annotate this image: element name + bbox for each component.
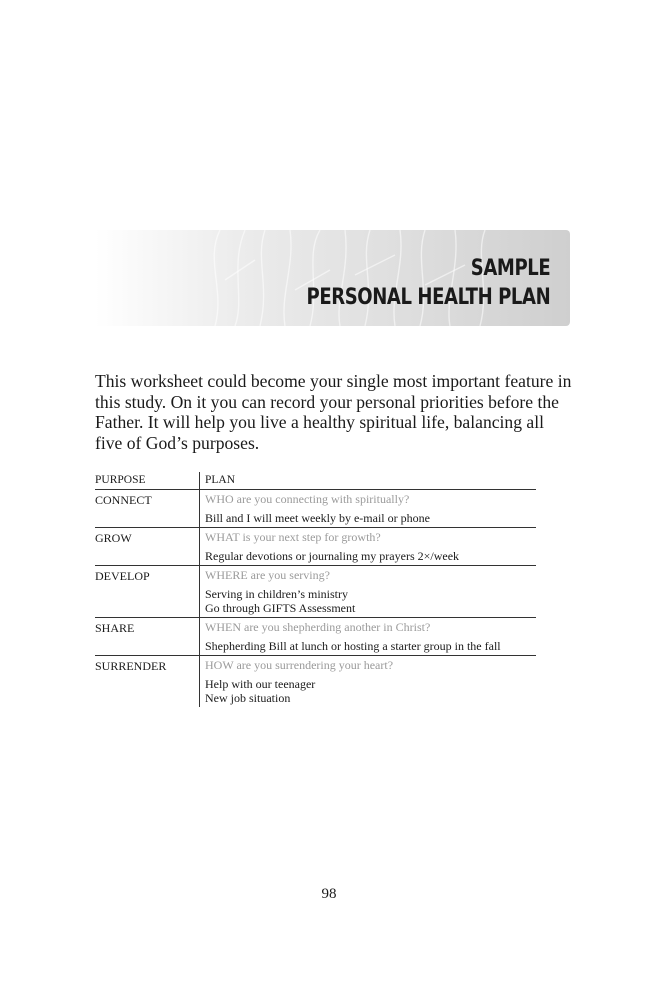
purpose-cell: CONNECT (95, 493, 152, 507)
plan-answer: Go through GIFTS Assessment (205, 601, 356, 615)
page-number: 98 (321, 886, 337, 902)
table-row (95, 528, 536, 566)
table-row (95, 490, 536, 528)
plan-question: HOW are you surrendering your heart? (205, 658, 394, 672)
header-purpose: PURPOSE (95, 474, 146, 486)
plan-cell (199, 490, 536, 527)
plan-answer: Serving in children’s ministry (205, 587, 348, 601)
plan-cell (199, 566, 536, 617)
plan-question: WHEN are you shepherding another in Christ? (205, 620, 431, 634)
table-row (95, 656, 536, 707)
purpose-cell: GROW (95, 531, 132, 545)
plan-cell (199, 656, 536, 707)
intro-paragraph: This worksheet could become your single most important feature in this study. On it you can record your personal priorities before the Father. It will help you live a healthy spiritual life, balancing all five of God’s purposes. (95, 371, 572, 453)
plan-answer: Regular devotions or journaling my prayers 2×/week (205, 549, 460, 563)
plan-answer: New job situation (205, 691, 291, 705)
purpose-cell: SHARE (95, 621, 135, 635)
table-row (95, 566, 536, 618)
plan-answer: Bill and I will meet weekly by e-mail or phone (205, 511, 430, 525)
plan-cell (199, 528, 536, 565)
page-title (306, 254, 550, 312)
header-plan: PLAN (199, 472, 536, 489)
plan-question: WHAT is your next step for growth? (205, 530, 381, 544)
table-row (95, 618, 536, 656)
plan-answer: Shepherding Bill at lunch or hosting a starter group in the fall (205, 639, 501, 653)
table-header-row (95, 472, 536, 490)
title-line-2: PERSONAL HEALTH PLAN (306, 285, 550, 310)
plan-question: WHO are you connecting with spiritually? (205, 492, 410, 506)
health-plan-table (95, 472, 536, 707)
purpose-cell: DEVELOP (95, 569, 150, 583)
plan-cell (199, 618, 536, 655)
purpose-cell: SURRENDER (95, 659, 167, 673)
plan-answer: Help with our teenager (205, 677, 316, 691)
plan-question: WHERE are you serving? (205, 568, 330, 582)
title-line-1: SAMPLE (470, 256, 550, 281)
title-banner (95, 230, 570, 326)
